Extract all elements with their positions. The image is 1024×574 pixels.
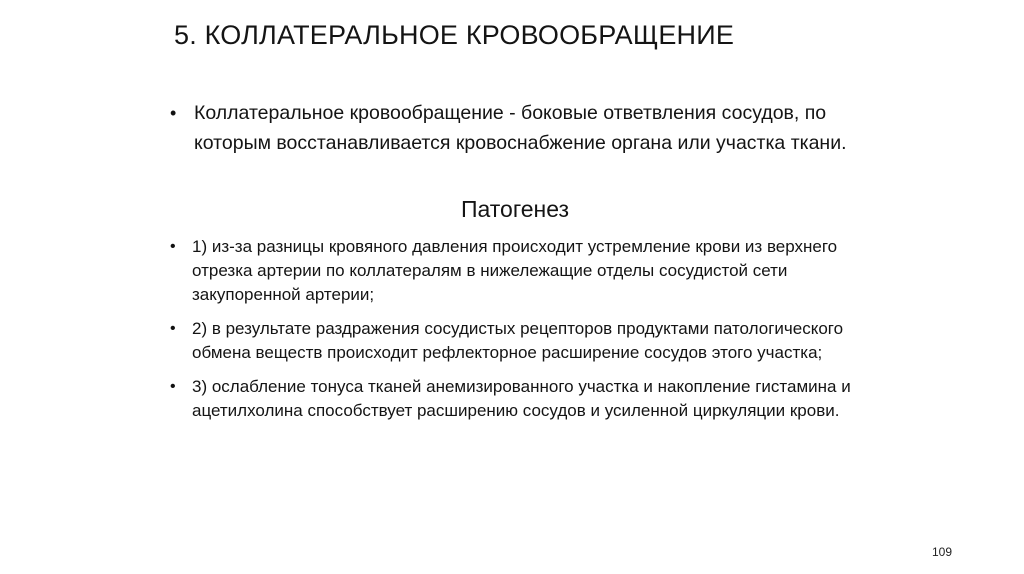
bullet-marker: • [170,103,177,123]
slide-title: 5. КОЛЛАТЕРАЛЬНОЕ КРОВООБРАЩЕНИЕ [174,20,735,50]
list-item-text: 1) из-за разницы кровяного давления происходит устремление крови из верхнего отрезка артерии по коллатералям в нижележащие отделы сосудистой сети закупоренной артерии; [192,237,838,304]
list-item [170,375,860,423]
list-item [170,235,860,307]
bullet-marker: • [170,378,176,395]
page-number: 109 [931,545,952,559]
pathogenesis-list [170,235,860,433]
intro-text: Коллатеральное кровообращение - боковые ответвления сосудов, по которым восстанавливается кровоснабжение органа или участка ткани. [194,102,847,154]
list-item [170,317,860,365]
bullet-marker: • [170,320,176,337]
list-item-text: 2) в результате раздражения сосудистых рецепторов продуктами патологического обмена веществ происходит рефлекторное расширение сосудов этого участка; [192,319,844,362]
subheading-pathogenesis: Патогенез [460,196,570,222]
bullet-marker: • [170,238,176,255]
intro-bullet [170,98,860,158]
list-item-text: 3) ослабление тонуса тканей анемизированного участка и накопление гистамина и ацетилхолина способствует расширению сосудов и усиленной циркуляции крови. [192,377,851,420]
